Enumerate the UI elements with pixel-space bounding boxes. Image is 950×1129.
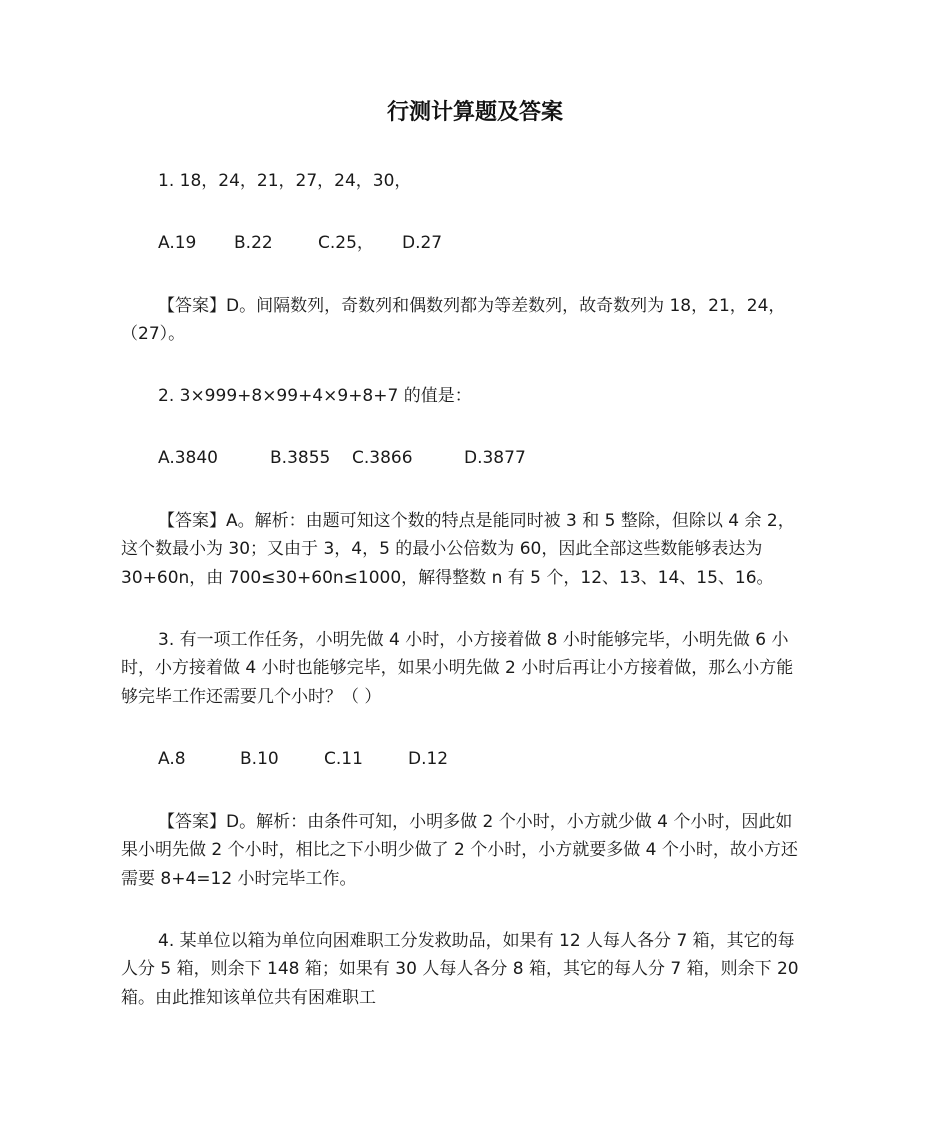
question-2-answer-line-2: 这个数最小为 30；又由于 3，4，5 的最小公倍数为 60，因此全部这些数能够表达为 bbox=[121, 539, 763, 559]
q3-option-a: A.8 bbox=[158, 749, 186, 769]
question-3-stem-line-1: 3. 有一项工作任务，小明先做 4 小时，小方接着做 8 小时能够完毕，小明先做 6 小 bbox=[158, 630, 789, 650]
q1-option-c: C.25， bbox=[318, 233, 374, 253]
question-4-stem-line-2: 人分 5 箱，则余下 148 箱；如果有 30 人每人各分 8 箱，其它的每人分 7 箱，则余下 20 bbox=[121, 959, 799, 979]
q3-option-d: D.12 bbox=[408, 749, 449, 769]
q2-option-d: D.3877 bbox=[464, 448, 526, 468]
q1-option-a: A.19 bbox=[158, 233, 197, 253]
question-3-answer-line-1: 【答案】D。解析：由条件可知，小明多做 2 个小时，小方就少做 4 个小时，因此如 bbox=[158, 812, 793, 832]
question-1-answer-line-1: 【答案】D。间隔数列，奇数列和偶数列都为等差数列，故奇数列为 18，21，24， bbox=[158, 296, 786, 316]
q3-option-c: C.11 bbox=[324, 749, 363, 769]
q1-option-b: B.22 bbox=[234, 233, 273, 253]
q2-option-b: B.3855 bbox=[270, 448, 331, 468]
question-4-stem-line-1: 4. 某单位以箱为单位向困难职工分发救助品，如果有 12 人每人各分 7 箱，其它的每 bbox=[158, 931, 795, 951]
q3-option-b: B.10 bbox=[240, 749, 279, 769]
question-3-stem-line-3: 够完毕工作还需要几个小时？（ ） bbox=[121, 687, 382, 707]
question-3-answer-line-2: 果小明先做 2 个小时，相比之下小明少做了 2 个小时，小方就要多做 4 个小时，故小方还 bbox=[121, 840, 798, 860]
question-2-answer-line-1: 【答案】A。解析：由题可知这个数的特点是能同时被 3 和 5 整除，但除以 4 余 2， bbox=[158, 511, 795, 531]
question-3-answer-line-3: 需要 8+4=12 小时完毕工作。 bbox=[121, 869, 357, 889]
q1-option-d: D.27 bbox=[402, 233, 443, 253]
question-3-stem-line-2: 时，小方接着做 4 小时也能够完毕，如果小明先做 2 小时后再让小方接着做，那么小方能 bbox=[121, 658, 794, 678]
question-4-stem-line-3: 箱。由此推知该单位共有困难职工 bbox=[121, 988, 376, 1008]
q2-option-a: A.3840 bbox=[158, 448, 218, 468]
question-2-stem: 2. 3×999+8×99+4×9+8+7 的值是： bbox=[158, 386, 472, 406]
page-title: 行测计算题及答案 bbox=[386, 100, 563, 125]
question-1-answer-line-2: （27）。 bbox=[121, 324, 186, 344]
question-2-answer-line-3: 30+60n，由 700≤30+60n≤1000，解得整数 n 有 5 个，12、13、14、15、16。 bbox=[121, 568, 774, 588]
q2-option-c: C.3866 bbox=[352, 448, 413, 468]
question-1-stem: 1. 18，24，21，27，24，30， bbox=[158, 171, 412, 191]
